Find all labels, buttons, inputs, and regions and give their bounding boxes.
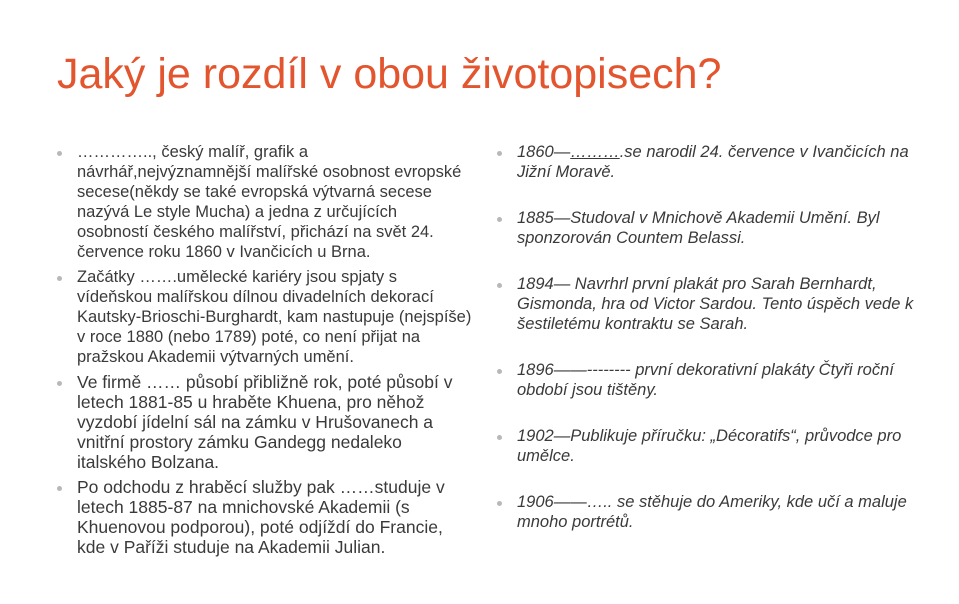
bullet-dot-icon xyxy=(497,501,502,506)
timeline-item-1902 xyxy=(497,426,917,466)
timeline-text: Publikuje příručku: „Décoratifs“, průvodce pro umělce. xyxy=(517,427,902,465)
bullet-dot-icon xyxy=(57,151,62,156)
timeline-year: 1896——-------- xyxy=(517,361,631,379)
left-bullet-text: Ve firmě …… působí přibližně rok, poté působí v letech 1881-85 u hraběte Khuena, pro něhož vyzdobí jídelní sál na zámku v Hrušovanech a vnitřní prostory zámku Gandegg nedaleko italského Bolzana. xyxy=(77,372,453,472)
left-bullet-text: Po odchodu z hraběcí služby pak ……studuje v letech 1885-87 na mnichovské Akademii (s Khuenovou podporou), poté odjíždí do Francie, kde v Paříži studuje na Akademii Julian. xyxy=(77,477,445,557)
timeline-item-1906 xyxy=(497,492,917,532)
timeline-year: 1860— xyxy=(517,143,571,161)
bullet-dot-icon xyxy=(57,486,62,491)
left-bullet-3 xyxy=(57,372,472,472)
timeline-text: ….. se stěhuje do Ameriky, kde učí a maluje mnoho portrétů. xyxy=(517,493,907,531)
timeline-year: 1894— xyxy=(517,275,571,293)
bullet-dot-icon xyxy=(57,381,62,386)
right-timeline-list xyxy=(497,142,917,558)
timeline-year: 1902— xyxy=(517,427,571,445)
bullet-dot-icon xyxy=(57,276,62,281)
left-bullet-1 xyxy=(57,142,472,262)
left-bullet-4 xyxy=(57,477,472,557)
timeline-item-1894 xyxy=(497,274,917,334)
timeline-item-1896 xyxy=(497,360,917,400)
left-bullet-2 xyxy=(57,267,472,367)
bullet-dot-icon xyxy=(497,369,502,374)
bullet-dot-icon xyxy=(497,435,502,440)
timeline-text: Studoval v Mnichově Akademii Umění. Byl sponzorován Countem Belassi. xyxy=(517,209,880,247)
bullet-dot-icon xyxy=(497,283,502,288)
timeline-text: první dekorativní plakáty Čtyři roční období jsou tištěny. xyxy=(517,361,894,399)
timeline-year: 1885— xyxy=(517,209,571,227)
bullet-dot-icon xyxy=(497,217,502,222)
left-bullet-text: ………….., český malíř, grafik a návrhář,nejvýznamnější malířské osobnost evropské secese(někdy se také evropská výtvarná secese nazývá Le style Mucha) a jedna z určujících osobností českého malířství, přichází na svět 24. července roku 1860 v Ivančicích u Brna. xyxy=(77,143,462,261)
left-biography-list xyxy=(57,142,472,562)
bullet-dot-icon xyxy=(497,151,502,156)
left-bullet-text: Začátky …….umělecké kariéry jsou spjaty s vídeňskou malířskou dílnou divadelních dekorací Kautsky-Brioschi-Burghardt, kam nastupuje (nejspíše) v roce 1880 (nebo 1789) poté, co není přijat na pražskou Akademii výtvarných umění. xyxy=(77,268,472,366)
timeline-item-1860 xyxy=(497,142,917,182)
timeline-item-1885 xyxy=(497,208,917,248)
timeline-text: Navrhrl první plakát pro Sarah Bernhardt, Gismonda, hra od Victor Sardou. Tento úspěch vede k šestiletému kontraktu se Sarah. xyxy=(517,275,914,333)
slide-title: Jaký je rozdíl v obou životopisech? xyxy=(57,50,722,98)
timeline-year: 1906—— xyxy=(517,493,587,511)
timeline-underlined: ……… xyxy=(570,143,620,161)
timeline-text: .se narodil 24. července v Ivančicích na Jižní Moravě. xyxy=(517,143,909,181)
